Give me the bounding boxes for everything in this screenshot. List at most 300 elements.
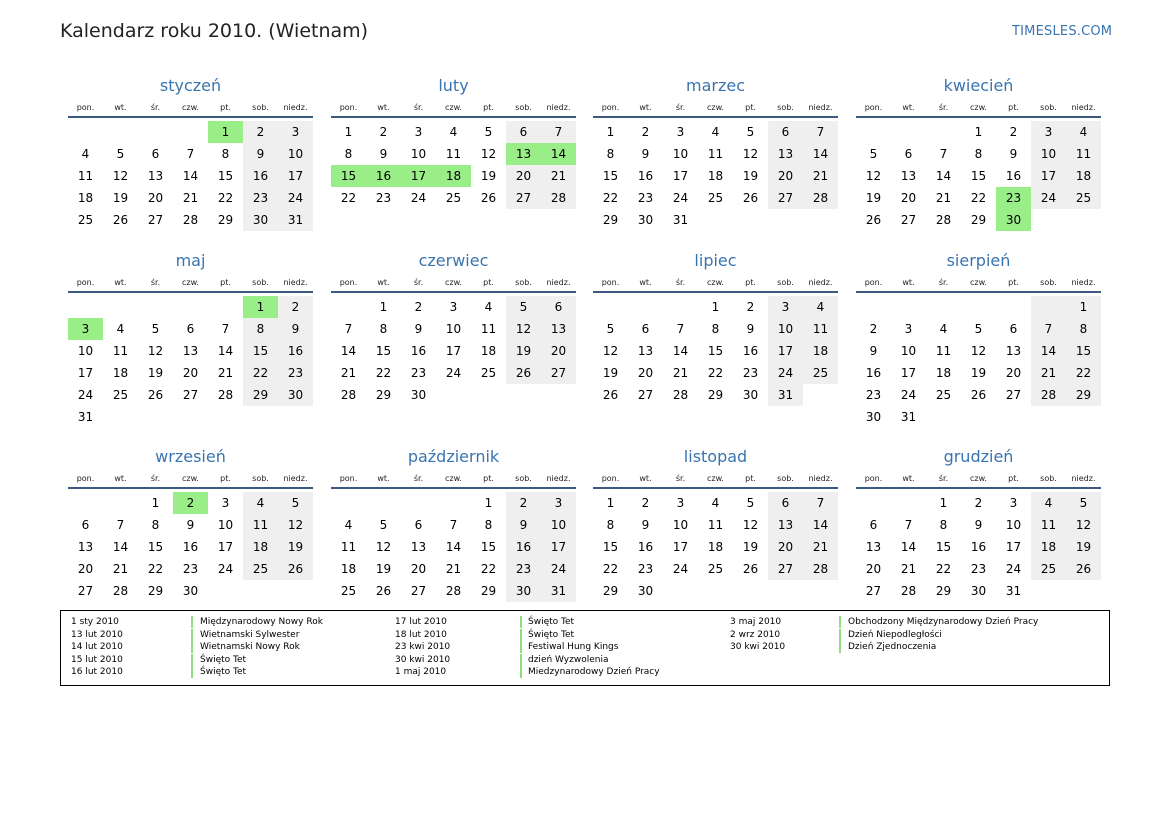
day-cell: 16 <box>287 344 304 358</box>
legend-marker <box>839 641 841 653</box>
day-cell: 23 <box>252 191 269 205</box>
month-name: sierpień <box>946 251 1011 270</box>
day-cell: 2 <box>519 496 528 510</box>
day-cell: 5 <box>151 322 160 336</box>
legend-date: 16 lut 2010 <box>71 667 123 677</box>
weekday-header: pt. <box>1008 474 1019 483</box>
weekday-header: wt. <box>902 474 915 483</box>
holiday-day: 18 <box>436 165 471 187</box>
weekday-header: pon. <box>76 474 95 483</box>
day-cell: 16 <box>865 366 882 380</box>
day-cell: 21 <box>217 366 234 380</box>
legend-marker <box>191 654 193 666</box>
day-cell: 28 <box>112 584 129 598</box>
day-cell: 30 <box>252 213 269 227</box>
day-cell: 26 <box>515 366 532 380</box>
day-cell: 22 <box>602 191 619 205</box>
day-cell: 22 <box>147 562 164 576</box>
month-name: styczeń <box>159 76 222 95</box>
weekday-header: pt. <box>483 474 494 483</box>
day-cell: 11 <box>935 344 952 358</box>
day-cell: 30 <box>742 388 759 402</box>
day-cell: 21 <box>182 191 199 205</box>
day-cell: 25 <box>445 191 462 205</box>
day-cell: 14 <box>1040 344 1057 358</box>
day-cell: 11 <box>77 169 94 183</box>
day-cell: 28 <box>812 562 829 576</box>
day-cell: 11 <box>445 147 462 161</box>
weekday-header: pt. <box>220 103 231 112</box>
day-cell: 14 <box>900 540 917 554</box>
day-cell: 27 <box>1005 388 1022 402</box>
day-cell: 27 <box>637 388 654 402</box>
day-cell: 30 <box>970 584 987 598</box>
day-cell: 3 <box>1044 125 1053 139</box>
day-cell: 29 <box>217 213 234 227</box>
day-cell: 7 <box>904 518 913 532</box>
day-cell: 4 <box>256 496 265 510</box>
day-cell: 7 <box>1044 322 1053 336</box>
weekday-header: czw. <box>445 474 462 483</box>
day-cell: 30 <box>515 584 532 598</box>
day-cell: 23 <box>970 562 987 576</box>
legend-marker <box>191 666 193 678</box>
holiday-day: 14 <box>541 143 576 165</box>
day-cell: 2 <box>1009 125 1018 139</box>
day-cell: 14 <box>217 344 234 358</box>
day-cell: 29 <box>970 213 987 227</box>
day-cell: 10 <box>550 518 567 532</box>
day-cell: 16 <box>1005 169 1022 183</box>
day-cell: 17 <box>900 366 917 380</box>
weekday-header: czw. <box>445 278 462 287</box>
day-cell: 18 <box>340 562 357 576</box>
legend-marker <box>520 666 522 678</box>
day-cell: 1 <box>711 300 720 314</box>
day-cell: 10 <box>777 322 794 336</box>
day-cell: 17 <box>77 366 94 380</box>
holiday-day: 1 <box>208 121 243 143</box>
day-cell: 21 <box>935 191 952 205</box>
day-cell: 25 <box>252 562 269 576</box>
day-cell: 6 <box>781 125 790 139</box>
day-cell: 20 <box>182 366 199 380</box>
holiday-day: 30 <box>996 209 1031 231</box>
weekday-header: czw. <box>182 278 199 287</box>
day-cell: 6 <box>414 518 423 532</box>
weekday-header: pon. <box>339 103 358 112</box>
day-cell: 13 <box>777 147 794 161</box>
day-cell: 20 <box>637 366 654 380</box>
day-cell: 26 <box>147 388 164 402</box>
weekday-header: wt. <box>639 474 652 483</box>
legend-name: Obchodzony Międzynarodowy Dzień Pracy <box>848 617 1039 627</box>
legend-name: Święto Tet <box>528 629 575 640</box>
weekday-header: sob. <box>777 103 794 112</box>
day-cell: 11 <box>1040 518 1057 532</box>
weekday-header: wt. <box>639 103 652 112</box>
legend-marker <box>520 654 522 666</box>
weekday-header: wt. <box>114 278 127 287</box>
day-cell: 16 <box>637 540 654 554</box>
weekday-header: śr. <box>150 278 161 287</box>
day-cell: 31 <box>672 213 689 227</box>
day-cell: 4 <box>939 322 948 336</box>
weekday-header: niedz. <box>546 278 571 287</box>
day-cell: 12 <box>1075 518 1092 532</box>
day-cell: 21 <box>812 169 829 183</box>
day-cell: 3 <box>414 125 423 139</box>
day-cell: 18 <box>77 191 94 205</box>
weekday-header: sob. <box>252 474 269 483</box>
day-cell: 6 <box>81 518 90 532</box>
day-cell: 24 <box>550 562 567 576</box>
day-cell: 3 <box>449 300 458 314</box>
day-cell: 5 <box>746 125 755 139</box>
day-cell: 19 <box>865 191 882 205</box>
day-cell: 20 <box>77 562 94 576</box>
day-cell: 15 <box>602 169 619 183</box>
day-cell: 26 <box>112 213 129 227</box>
day-cell: 8 <box>379 322 388 336</box>
weekday-header: śr. <box>938 278 949 287</box>
day-cell: 22 <box>935 562 952 576</box>
day-cell: 4 <box>711 496 720 510</box>
holiday-legend <box>60 610 1110 686</box>
month-name: luty <box>438 76 469 95</box>
weekday-header: sob. <box>1040 103 1057 112</box>
day-cell: 26 <box>480 191 497 205</box>
weekday-header: pt. <box>220 278 231 287</box>
day-cell: 12 <box>602 344 619 358</box>
day-cell: 26 <box>602 388 619 402</box>
legend-date: 14 lut 2010 <box>71 642 123 652</box>
day-cell: 27 <box>900 213 917 227</box>
day-cell: 16 <box>410 344 427 358</box>
weekday-header: wt. <box>902 278 915 287</box>
day-cell: 17 <box>445 344 462 358</box>
weekday-header: niedz. <box>283 103 308 112</box>
day-cell: 19 <box>147 366 164 380</box>
day-cell: 16 <box>970 540 987 554</box>
day-cell: 28 <box>900 584 917 598</box>
day-cell: 4 <box>344 518 353 532</box>
day-cell: 10 <box>672 518 689 532</box>
day-cell: 6 <box>151 147 160 161</box>
day-cell: 14 <box>182 169 199 183</box>
legend-date: 15 lut 2010 <box>71 654 123 665</box>
day-cell: 2 <box>414 300 423 314</box>
weekday-header: pt. <box>1008 103 1019 112</box>
day-cell: 5 <box>484 125 493 139</box>
weekday-header: wt. <box>114 474 127 483</box>
weekday-header: pon. <box>601 103 620 112</box>
day-cell: 3 <box>291 125 300 139</box>
legend-marker <box>191 641 193 653</box>
day-cell: 6 <box>904 147 913 161</box>
day-cell: 24 <box>900 388 917 402</box>
weekday-header: pon. <box>339 278 358 287</box>
day-cell: 27 <box>550 366 567 380</box>
day-cell: 2 <box>641 496 650 510</box>
day-cell: 12 <box>147 344 164 358</box>
legend-name: Wietnamski Sylwester <box>200 629 300 640</box>
day-cell: 17 <box>1040 169 1057 183</box>
day-cell: 20 <box>777 169 794 183</box>
weekday-header: śr. <box>938 474 949 483</box>
weekday-header: pon. <box>339 474 358 483</box>
weekday-header: sob. <box>1040 474 1057 483</box>
day-cell: 23 <box>182 562 199 576</box>
day-cell: 9 <box>256 147 265 161</box>
day-cell: 3 <box>221 496 230 510</box>
weekday-header: niedz. <box>546 103 571 112</box>
day-cell: 22 <box>217 191 234 205</box>
day-cell: 30 <box>637 213 654 227</box>
day-cell: 25 <box>77 213 94 227</box>
day-cell: 3 <box>676 125 685 139</box>
day-cell: 26 <box>742 562 759 576</box>
weekday-header: śr. <box>413 474 424 483</box>
day-cell: 3 <box>1009 496 1018 510</box>
legend-name: Święto Tet <box>200 654 247 665</box>
holiday-day: 13 <box>506 143 541 165</box>
legend-name: Dzień Zjednoczenia <box>848 642 937 652</box>
day-cell: 2 <box>869 322 878 336</box>
day-cell: 28 <box>935 213 952 227</box>
day-cell: 1 <box>606 496 615 510</box>
day-cell: 9 <box>746 322 755 336</box>
holiday-day: 3 <box>68 318 103 340</box>
day-cell: 25 <box>1040 562 1057 576</box>
day-cell: 4 <box>1044 496 1053 510</box>
day-cell: 17 <box>550 540 567 554</box>
month-rule <box>331 487 576 489</box>
month-rule <box>856 487 1101 489</box>
day-cell: 12 <box>375 540 392 554</box>
day-cell: 14 <box>340 344 357 358</box>
day-cell: 21 <box>900 562 917 576</box>
day-cell: 25 <box>1075 191 1092 205</box>
day-cell: 22 <box>1075 366 1092 380</box>
day-cell: 5 <box>746 496 755 510</box>
weekday-header: wt. <box>377 103 390 112</box>
weekday-header: pon. <box>601 474 620 483</box>
day-cell: 8 <box>1079 322 1088 336</box>
weekday-header: śr. <box>675 103 686 112</box>
day-cell: 21 <box>812 540 829 554</box>
month-name: czerwiec <box>418 251 489 270</box>
legend-date: 30 kwi 2010 <box>730 642 786 652</box>
weekday-header: pt. <box>483 278 494 287</box>
legend-date: 18 lut 2010 <box>395 629 447 640</box>
weekday-header: czw. <box>182 474 199 483</box>
day-cell: 13 <box>550 322 567 336</box>
day-cell: 17 <box>287 169 304 183</box>
day-cell: 10 <box>1040 147 1057 161</box>
day-cell: 12 <box>287 518 304 532</box>
weekday-header: wt. <box>902 103 915 112</box>
day-cell: 1 <box>344 125 353 139</box>
month-rule <box>68 487 313 489</box>
day-cell: 4 <box>711 125 720 139</box>
day-cell: 20 <box>515 169 532 183</box>
day-cell: 29 <box>1075 388 1092 402</box>
day-cell: 2 <box>974 496 983 510</box>
day-cell: 27 <box>777 191 794 205</box>
day-cell: 19 <box>515 344 532 358</box>
day-cell: 17 <box>672 540 689 554</box>
month-name: wrzesień <box>155 447 226 466</box>
day-cell: 8 <box>711 322 720 336</box>
day-cell: 14 <box>812 518 829 532</box>
day-cell: 12 <box>742 147 759 161</box>
day-cell: 18 <box>1040 540 1057 554</box>
month-rule <box>331 291 576 293</box>
day-cell: 21 <box>550 169 567 183</box>
day-cell: 8 <box>974 147 983 161</box>
weekday-header: pon. <box>864 278 883 287</box>
legend-date: 17 lut 2010 <box>395 617 447 627</box>
day-cell: 23 <box>410 366 427 380</box>
day-cell: 30 <box>410 388 427 402</box>
weekday-header: czw. <box>707 103 724 112</box>
weekday-header: czw. <box>970 103 987 112</box>
page-title: Kalendarz roku 2010. (Wietnam) <box>60 20 369 42</box>
day-cell: 16 <box>182 540 199 554</box>
day-cell: 7 <box>816 496 825 510</box>
day-cell: 28 <box>812 191 829 205</box>
day-cell: 29 <box>375 388 392 402</box>
day-cell: 28 <box>550 191 567 205</box>
weekday-header: czw. <box>707 474 724 483</box>
day-cell: 9 <box>1009 147 1018 161</box>
weekday-header: niedz. <box>283 278 308 287</box>
weekday-header: sob. <box>515 103 532 112</box>
weekday-header: czw. <box>970 278 987 287</box>
day-cell: 22 <box>970 191 987 205</box>
day-cell: 28 <box>182 213 199 227</box>
day-cell: 7 <box>186 147 195 161</box>
day-cell: 12 <box>480 147 497 161</box>
legend-name: Święto Tet <box>200 667 247 677</box>
month-name: październik <box>407 447 500 466</box>
day-cell: 10 <box>410 147 427 161</box>
weekday-header: sob. <box>1040 278 1057 287</box>
day-cell: 9 <box>379 147 388 161</box>
day-cell: 24 <box>1005 562 1022 576</box>
day-cell: 25 <box>340 584 357 598</box>
day-cell: 17 <box>1005 540 1022 554</box>
day-cell: 24 <box>1040 191 1057 205</box>
day-cell: 30 <box>287 388 304 402</box>
legend-marker <box>520 641 522 653</box>
day-cell: 6 <box>869 518 878 532</box>
day-cell: 9 <box>186 518 195 532</box>
day-cell: 1 <box>606 125 615 139</box>
day-cell: 16 <box>252 169 269 183</box>
day-cell: 12 <box>742 518 759 532</box>
day-cell: 19 <box>742 169 759 183</box>
day-cell: 7 <box>939 147 948 161</box>
day-cell: 15 <box>480 540 497 554</box>
day-cell: 31 <box>77 410 94 424</box>
day-cell: 4 <box>449 125 458 139</box>
day-cell: 24 <box>77 388 94 402</box>
day-cell: 1 <box>379 300 388 314</box>
weekday-header: śr. <box>675 474 686 483</box>
weekday-header: śr. <box>938 103 949 112</box>
day-cell: 22 <box>480 562 497 576</box>
day-cell: 18 <box>707 169 724 183</box>
day-cell: 10 <box>217 518 234 532</box>
day-cell: 13 <box>1005 344 1022 358</box>
weekday-header: niedz. <box>546 474 571 483</box>
day-cell: 11 <box>340 540 357 554</box>
day-cell: 31 <box>550 584 567 598</box>
day-cell: 4 <box>116 322 125 336</box>
day-cell: 4 <box>484 300 493 314</box>
day-cell: 12 <box>515 322 532 336</box>
day-cell: 8 <box>344 147 353 161</box>
weekday-header: wt. <box>377 474 390 483</box>
day-cell: 6 <box>641 322 650 336</box>
day-cell: 11 <box>707 518 724 532</box>
day-cell: 5 <box>116 147 125 161</box>
weekday-header: wt. <box>377 278 390 287</box>
day-cell: 11 <box>812 322 829 336</box>
day-cell: 18 <box>812 344 829 358</box>
day-cell: 25 <box>707 191 724 205</box>
weekday-header: niedz. <box>1071 103 1096 112</box>
legend-date: 23 kwi 2010 <box>395 642 451 652</box>
day-cell: 13 <box>777 518 794 532</box>
day-cell: 31 <box>900 410 917 424</box>
day-cell: 17 <box>777 344 794 358</box>
day-cell: 14 <box>935 169 952 183</box>
legend-marker <box>191 629 193 641</box>
day-cell: 23 <box>287 366 304 380</box>
weekday-header: czw. <box>182 103 199 112</box>
legend-date: 1 sty 2010 <box>71 617 119 627</box>
day-cell: 24 <box>410 191 427 205</box>
day-cell: 23 <box>865 388 882 402</box>
legend-marker <box>520 616 522 628</box>
day-cell: 1 <box>939 496 948 510</box>
brand-link[interactable]: TIMESLES.COM <box>1012 24 1113 39</box>
day-cell: 29 <box>147 584 164 598</box>
day-cell: 27 <box>410 584 427 598</box>
holiday-day: 17 <box>401 165 436 187</box>
day-cell: 15 <box>252 344 269 358</box>
legend-date: 3 maj 2010 <box>730 617 782 627</box>
day-cell: 23 <box>515 562 532 576</box>
day-cell: 20 <box>865 562 882 576</box>
day-cell: 2 <box>641 125 650 139</box>
day-cell: 13 <box>77 540 94 554</box>
day-cell: 28 <box>445 584 462 598</box>
day-cell: 11 <box>480 322 497 336</box>
day-cell: 4 <box>81 147 90 161</box>
legend-date: 13 lut 2010 <box>71 629 123 640</box>
day-cell: 23 <box>637 191 654 205</box>
day-cell: 25 <box>812 366 829 380</box>
day-cell: 4 <box>1079 125 1088 139</box>
day-cell: 4 <box>816 300 825 314</box>
day-cell: 26 <box>742 191 759 205</box>
weekday-header: sob. <box>252 278 269 287</box>
day-cell: 10 <box>77 344 94 358</box>
